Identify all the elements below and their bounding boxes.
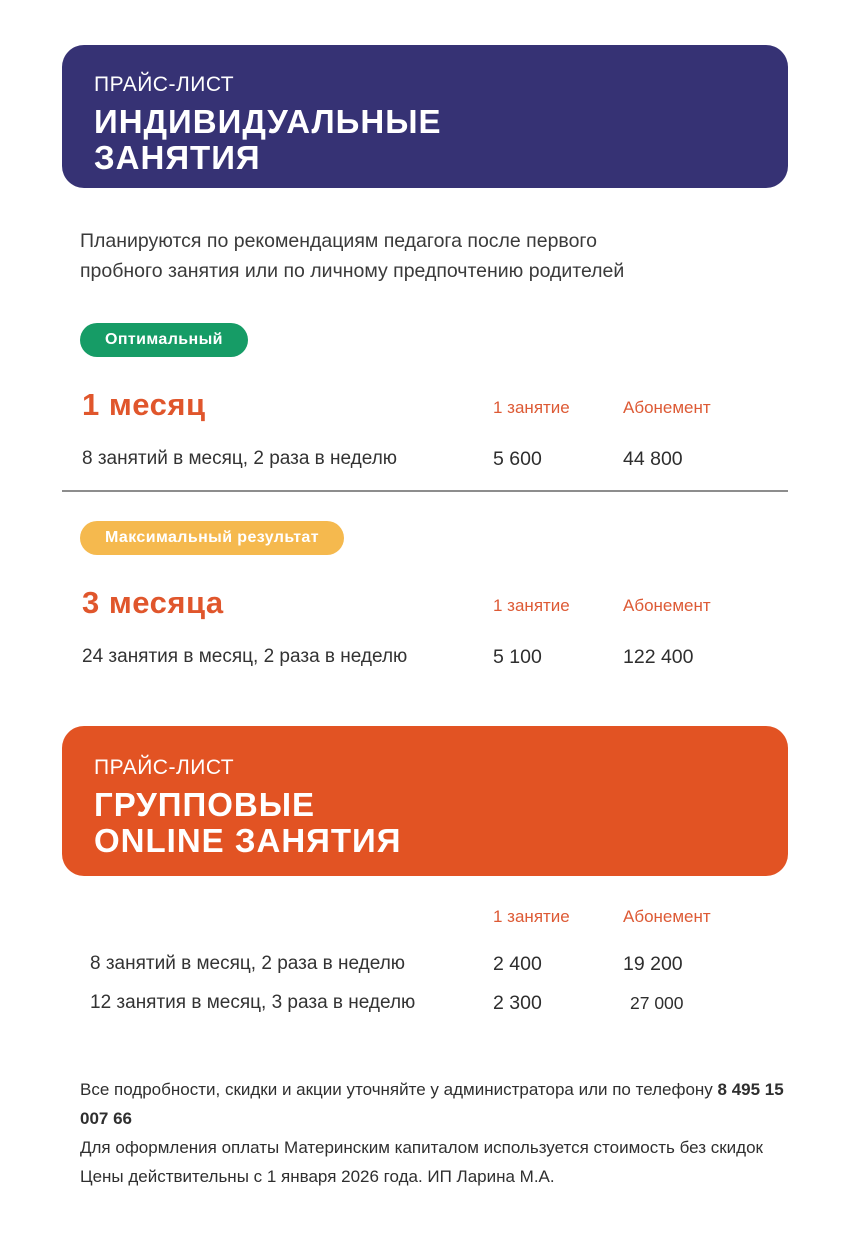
plan-maximum-title: 3 месяца: [82, 585, 224, 620]
group-banner-title: [94, 787, 758, 859]
footer-notes: [80, 1075, 788, 1191]
row-price-abonement: 19 200: [623, 953, 683, 975]
row-price-abonement: 122 400: [623, 646, 694, 668]
group-header-row: [82, 906, 788, 931]
row-label: 8 занятий в месяц, 2 раза в неделю: [82, 448, 398, 469]
row-price-single: 5 600: [493, 448, 542, 470]
individual-banner-title-line1: ИНДИВИДУАЛЬНЫЕ: [94, 103, 442, 140]
plan-optimal-title: 1 месяц: [82, 387, 206, 422]
maximum-badge: Максимальный результат: [80, 521, 344, 555]
intro-text: Планируются по рекомендациям педагога после первого пробного занятия или по личному предпочтению родителей: [80, 230, 625, 282]
group-banner: [62, 726, 788, 876]
individual-banner-title-line2: ЗАНЯТИЯ: [94, 139, 261, 176]
group-price-table: [62, 906, 788, 1016]
column-header-single: 1 занятие: [493, 398, 570, 417]
individual-banner-title: [94, 104, 758, 176]
footer-line-contacts: [80, 1075, 788, 1133]
table-row: [82, 644, 788, 670]
group-banner-title-line2: ONLINE ЗАНЯТИЯ: [94, 822, 402, 859]
plan-optimal: [62, 286, 788, 472]
row-price-single: 2 400: [493, 953, 542, 975]
row-label: 24 занятия в месяц, 2 раза в неделю: [82, 646, 408, 667]
row-price-single: 5 100: [493, 646, 542, 668]
column-header-abonement: Абонемент: [623, 596, 711, 615]
plan-optimal-header-row: [82, 388, 788, 422]
individual-banner-eyebrow: ПРАЙС-ЛИСТ: [94, 73, 235, 96]
plan-maximum: [62, 492, 788, 670]
column-header-single: 1 занятие: [493, 596, 570, 615]
table-row: [82, 446, 788, 472]
optimal-badge: Оптимальный: [80, 323, 248, 357]
footer-line-capital: Для оформления оплаты Материнским капиталом используется стоимость без скидок: [80, 1138, 763, 1157]
page: [62, 45, 788, 1191]
row-price-abonement: 27 000: [630, 993, 684, 1013]
phone-number: 8 495 15 007 66: [80, 1080, 784, 1128]
row-label: 12 занятия в месяц, 3 раза в неделю: [90, 992, 416, 1013]
row-label: 8 занятий в месяц, 2 раза в неделю: [90, 953, 406, 974]
row-price-abonement: 44 800: [623, 448, 683, 470]
footer-contacts-text: Все подробности, скидки и акции уточняйте у администратора или по телефону: [80, 1080, 718, 1099]
column-header-single: 1 занятие: [493, 907, 570, 926]
spacer: [82, 906, 493, 931]
individual-banner: [62, 45, 788, 188]
plan-maximum-header-row: [82, 586, 788, 620]
table-row: [82, 951, 788, 977]
group-banner-eyebrow: ПРАЙС-ЛИСТ: [94, 756, 235, 779]
column-header-abonement: Абонемент: [623, 398, 711, 417]
table-row: [82, 990, 788, 1016]
footer-line-validity: Цены действительны с 1 января 2026 года. ИП Ларина М.А.: [80, 1167, 555, 1186]
column-header-abonement: Абонемент: [623, 907, 711, 926]
row-price-single: 2 300: [493, 992, 542, 1014]
group-banner-title-line1: ГРУППОВЫЕ: [94, 786, 316, 823]
